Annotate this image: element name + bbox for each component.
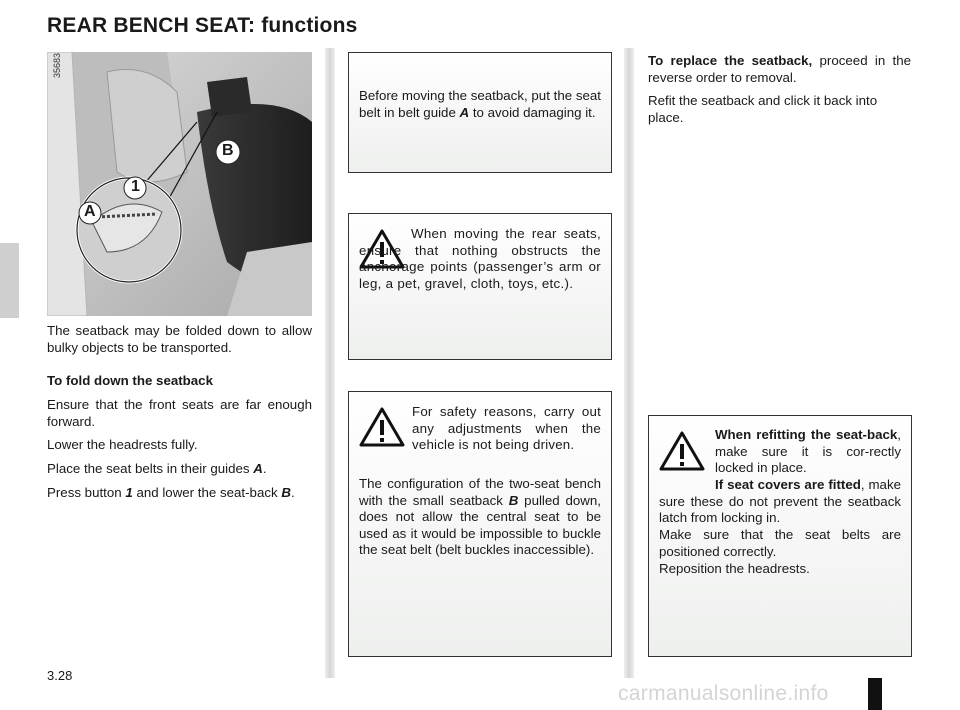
warning-safety-text: For safety reasons, carry out any adjustments when the vehicle is not being driven. <box>412 404 601 453</box>
warning-triangle-icon <box>659 430 705 472</box>
replace-paragraph: To replace the seatback, proceed in the reverse order to removal. <box>648 53 911 85</box>
page-corner-mark <box>868 678 882 710</box>
refit-paragraph: Refit the seatback and click it back into place. <box>648 93 878 125</box>
seat-illustration <box>47 52 312 316</box>
step-press-button: Press button 1 and lower the seat-back B. <box>47 485 295 500</box>
warning-headrests-text: Reposition the headrests. <box>659 561 810 576</box>
warning-triangle-icon <box>359 406 405 448</box>
warning-box-anchorage <box>348 213 612 360</box>
step-seat-belts: Place the seat belts in their guides A. <box>47 461 267 476</box>
photo-reference-code: 35683 <box>52 52 62 78</box>
note-belt-guide-text: Before moving the seatback, put the seat belt in belt guide A to avoid damaging it. <box>359 88 601 120</box>
page-title: REAR BENCH SEAT: functions <box>47 14 358 37</box>
column-divider <box>325 48 335 678</box>
label-b: B <box>222 142 234 159</box>
warning-seat-belts-text: Make sure that the seat belts are positioned correctly. <box>659 527 901 559</box>
warning-config-text: The configuration of the two-seat bench with the small seatback B pulled down, does not allow the central seat to be used as it would be impossible to buckle the seat belt (belt buckles inaccessible). <box>359 476 601 558</box>
watermark: carmanualsonline.info <box>618 682 829 705</box>
label-1: 1 <box>131 178 140 195</box>
warning-seat-covers-text: If seat covers are fitted, make sure these do not prevent the seatback latch from locking in. <box>659 477 901 526</box>
page-number: 3.28 <box>47 668 73 683</box>
intro-paragraph: The seatback may be folded down to allow bulky objects to be transported. <box>47 323 312 355</box>
warning-box-refitting <box>648 415 912 657</box>
step-front-seats: Ensure that the front seats are far enough forward. <box>47 397 312 429</box>
section-tab <box>0 243 19 318</box>
warning-refit-locked-text: When refitting the seat-back, make sure it is cor-rectly locked in place. <box>715 427 901 476</box>
rear-seat-photo <box>47 52 312 316</box>
fold-heading: To fold down the seatback <box>47 373 213 388</box>
warning-box-safety <box>348 391 612 657</box>
label-a: A <box>84 203 96 220</box>
warning-anchorage-text: When moving the rear seats, ensure that nothing obstructs the anchorage points (passenger’s arm or leg, a pet, gravel, cloth, toys, etc.). <box>359 226 601 291</box>
column-divider <box>624 48 634 678</box>
note-box-belt-guide <box>348 52 612 173</box>
step-headrests: Lower the headrests fully. <box>47 437 198 452</box>
